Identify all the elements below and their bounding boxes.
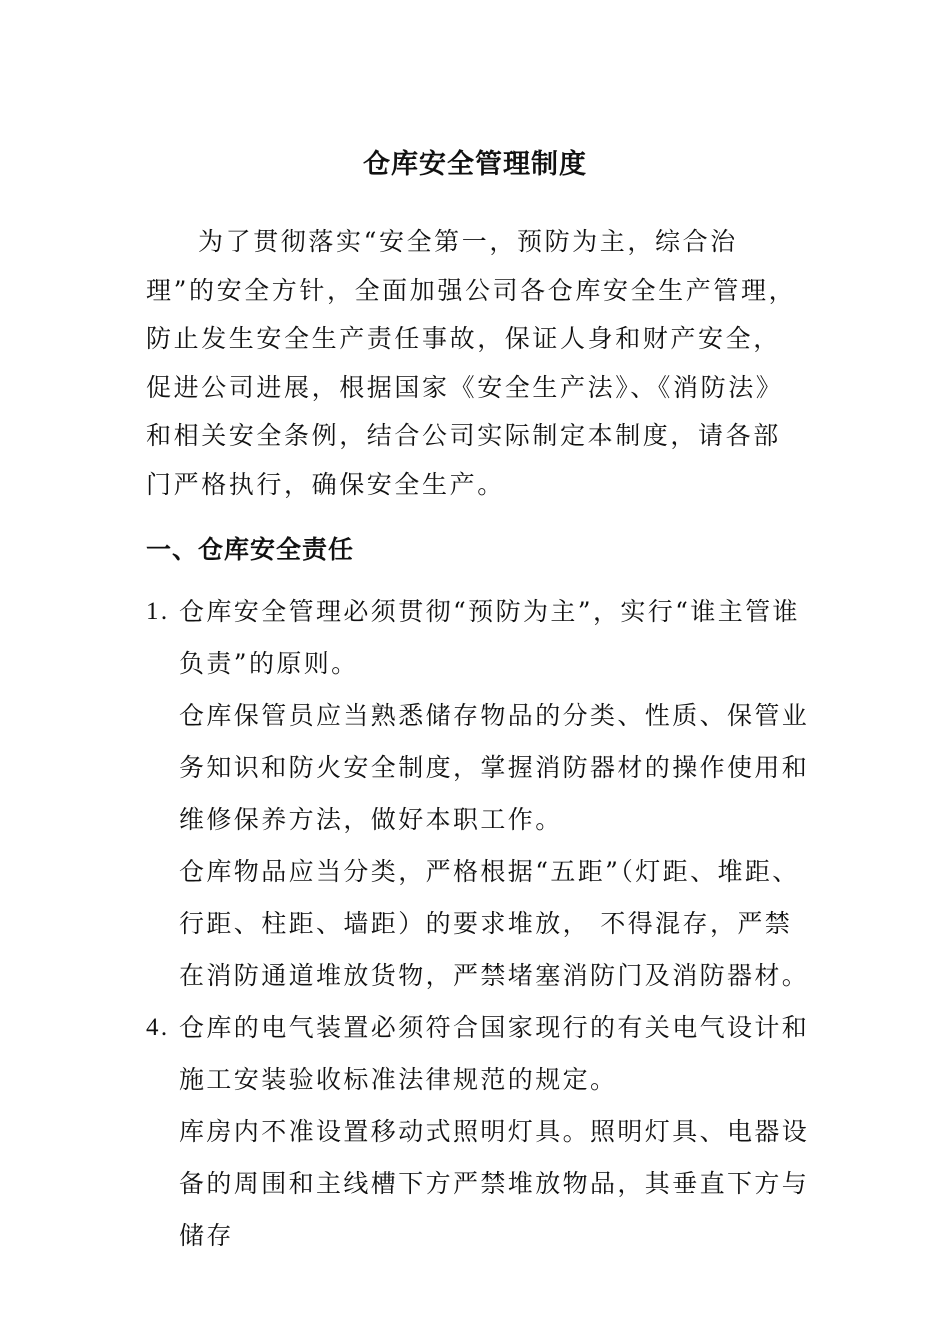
list-item-1 xyxy=(146,586,810,690)
list-item-text: 仓库安全管理必须贯彻“预防为主”，实行“谁主管谁负责”的原则。 xyxy=(179,597,800,678)
list-item-number: 1. xyxy=(146,598,170,625)
list-item-4 xyxy=(146,1002,810,1106)
list-item-number: 4. xyxy=(146,1014,170,1041)
paragraph-five-distances: 仓库物品应当分类，严格根据“五距”（灯距、堆距、行距、柱距、墙距）的要求堆放， 不得混存，严禁在消防通道堆放货物，严禁堵塞消防门及消防器材。 xyxy=(179,857,810,990)
document-title: 仓库安全管理制度 xyxy=(363,149,587,180)
list-item-text: 仓库的电气装置必须符合国家现行的有关电气设计和施工安装验收标准法律规范的规定。 xyxy=(179,1013,810,1094)
intro-paragraph: 为了贯彻落实“安全第一，预防为主，综合治理”的安全方针，全面加强公司各仓库安全生产管理，防止发生安全生产责任事故，保证人身和财产安全，促进公司进展，根据国家《安全生产法》、《消防法》和相关安全条例，结合公司实际制定本制度，请各部门严格执行，确保安全生产。 xyxy=(146,227,797,499)
paragraph-storekeeper-duties: 仓库保管员应当熟悉储存物品的分类、性质、保管业务知识和防火安全制度，掌握消防器材的操作使用和维修保养方法，做好本职工作。 xyxy=(179,701,810,834)
paragraph-lighting-rules: 库房内不准设置移动式照明灯具。照明灯具、电器设备的周围和主线槽下方严禁堆放物品，其垂直下方与储存 xyxy=(179,1117,810,1250)
section-heading: 一、仓库安全责任 xyxy=(146,535,355,564)
